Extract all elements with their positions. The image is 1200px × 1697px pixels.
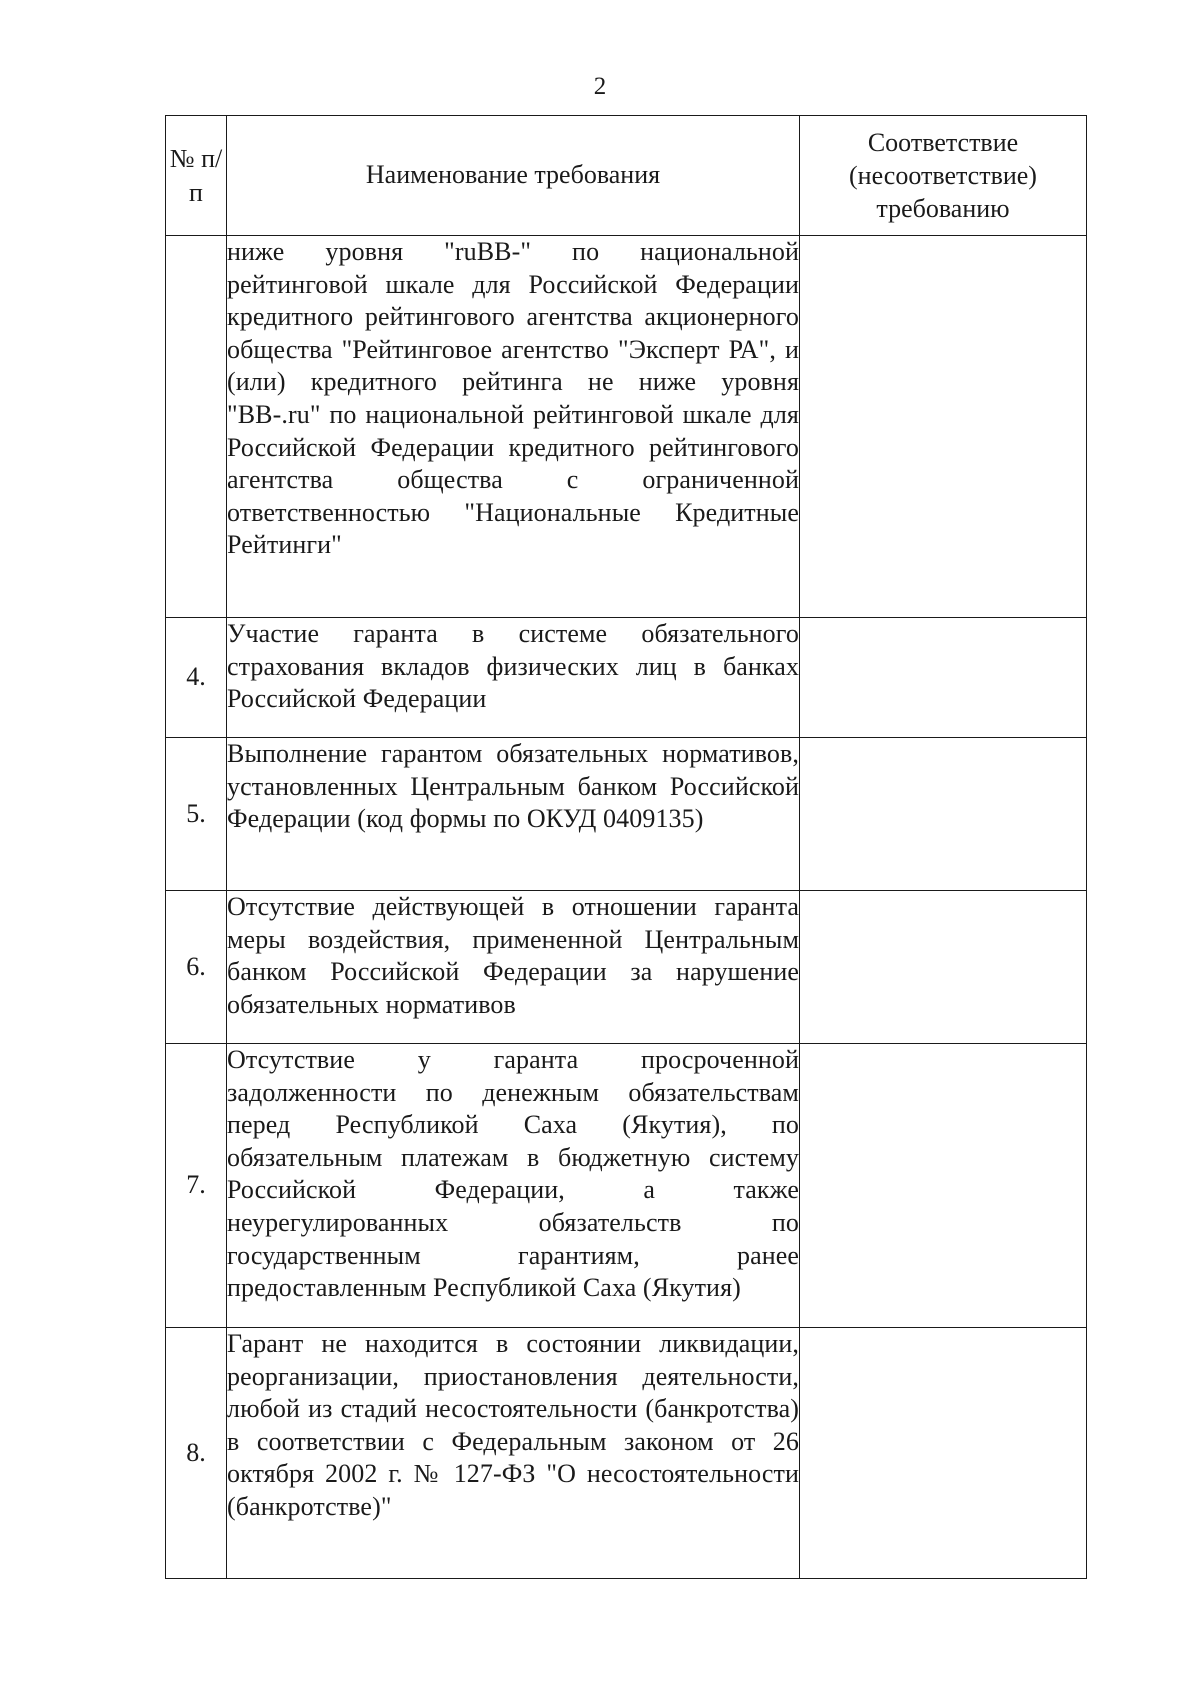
row-number xyxy=(166,236,227,618)
row-number: 7. xyxy=(166,1044,227,1328)
table-row xyxy=(166,1328,1087,1579)
row-requirement: Отсутствие у гаранта просроченной задолженности по денежным обязательствам перед Республикой Саха (Якутия), по обязательным платежам в бюджетную систему Российской Федерации, а также неурегулированных обязательств по государственным гарантиям, ранее предоставленным Республикой Саха (Якутия) xyxy=(227,1044,800,1328)
header-number: № п/п xyxy=(166,116,227,236)
row-requirement: Выполнение гарантом обязательных нормативов, установленных Центральным банком Российской Федерации (код формы по ОКУД 0409135) xyxy=(227,738,800,891)
header-compliance: Соответствие (несоответствие) требованию xyxy=(800,116,1087,236)
row-number: 4. xyxy=(166,618,227,738)
row-requirement: ниже уровня "ruBB-" по национальной рейтинговой шкале для Российской Федерации кредитного рейтингового агентства акционерного общества "Рейтинговое агентство "Эксперт РА", и (или) кредитного рейтинга не ниже уровня "BB-.ru" по национальной рейтинговой шкале для Российской Федерации кредитного рейтингового агентства общества с ограниченной ответственностью "Национальные Кредитные Рейтинги" xyxy=(227,236,800,618)
row-compliance xyxy=(800,1328,1087,1579)
row-requirement: Участие гаранта в системе обязательного страхования вкладов физических лиц в банках Российской Федерации xyxy=(227,618,800,738)
table-row xyxy=(166,1044,1087,1328)
row-number: 5. xyxy=(166,738,227,891)
row-compliance xyxy=(800,1044,1087,1328)
page-number: 2 xyxy=(593,73,607,100)
row-requirement: Отсутствие действующей в отношении гаранта меры воздействия, примененной Центральным банком Российской Федерации за нарушение обязательных нормативов xyxy=(227,891,800,1044)
row-number: 6. xyxy=(166,891,227,1044)
table-row xyxy=(166,618,1087,738)
table-row xyxy=(166,236,1087,618)
requirements-table xyxy=(165,115,1087,1579)
table-row xyxy=(166,738,1087,891)
row-compliance xyxy=(800,618,1087,738)
row-compliance xyxy=(800,891,1087,1044)
header-requirement: Наименование требования xyxy=(227,116,800,236)
row-compliance xyxy=(800,236,1087,618)
row-compliance xyxy=(800,738,1087,891)
row-number: 8. xyxy=(166,1328,227,1579)
table-header-row xyxy=(166,116,1087,236)
table-row xyxy=(166,891,1087,1044)
row-requirement: Гарант не находится в состоянии ликвидации, реорганизации, приостановления деятельности, любой из стадий несостоятельности (банкротства) в соответствии с Федеральным законом от 26 октября 2002 г. № 127-ФЗ "О несостоятельности (банкротстве)" xyxy=(227,1328,800,1579)
